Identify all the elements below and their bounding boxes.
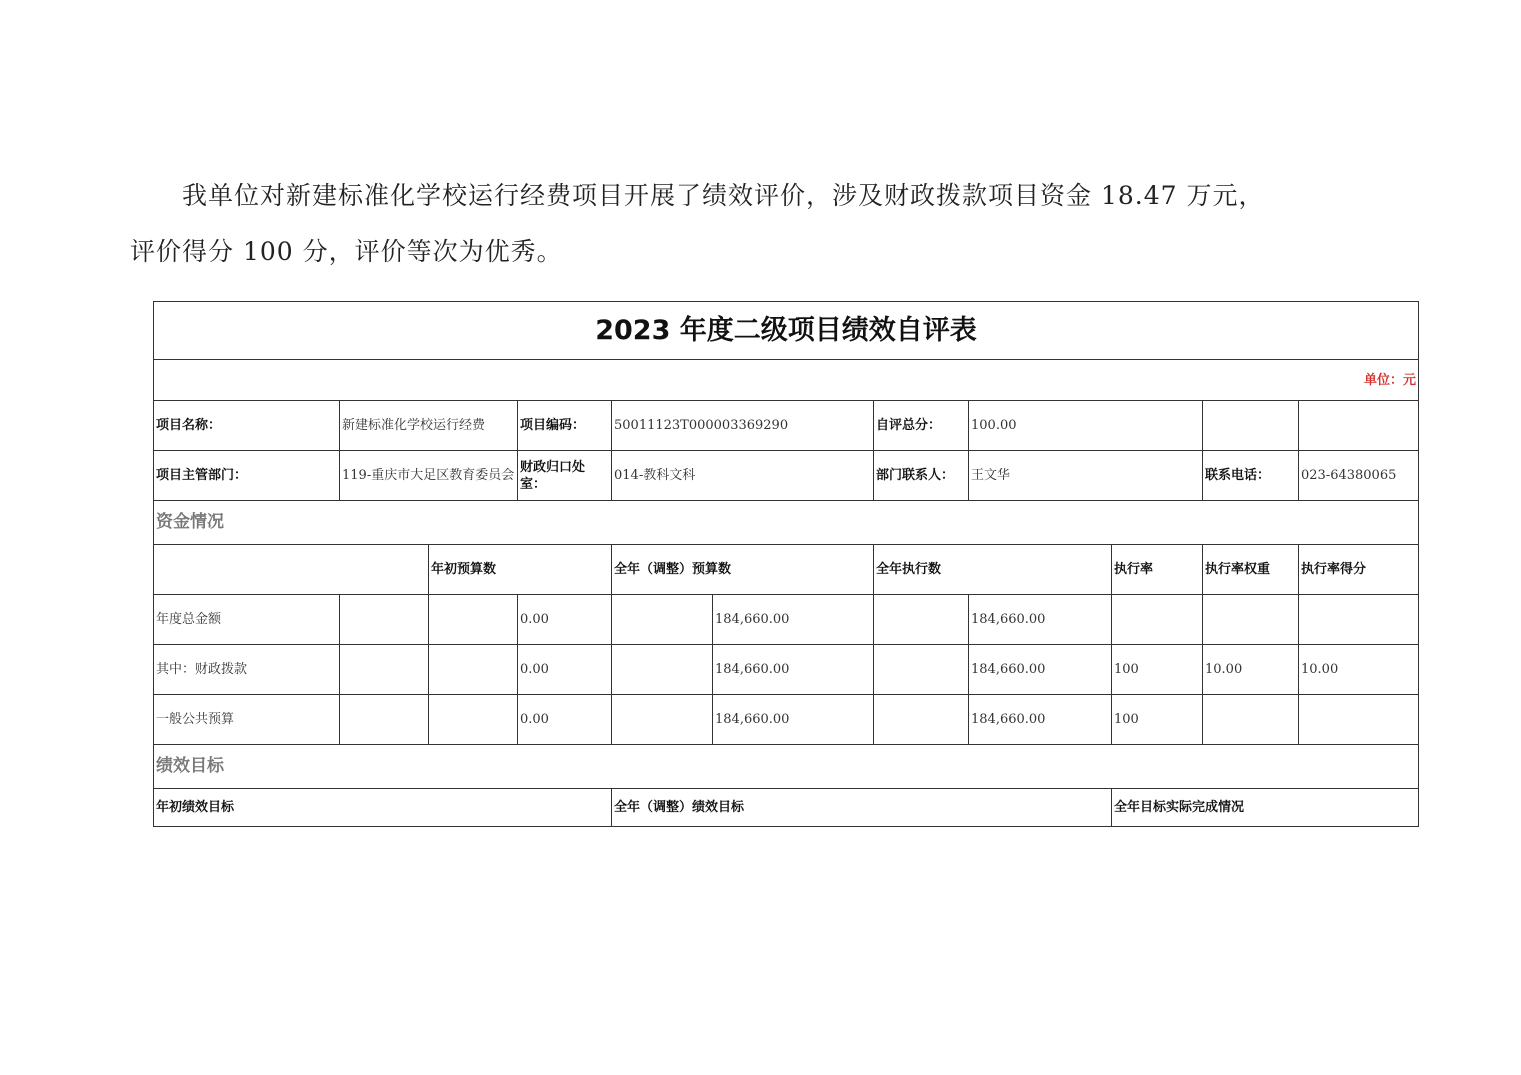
initial-budget-value: 0.00: [518, 645, 612, 695]
empty-cell: [1203, 401, 1299, 451]
initial-budget-header: 年初预算数: [429, 545, 612, 595]
exec-weight-value: [1203, 595, 1299, 645]
exec-weight-value: 10.00: [1203, 645, 1299, 695]
empty-cell: [874, 595, 969, 645]
exec-weight-header: 执行率权重: [1203, 545, 1299, 595]
initial-goal-header: 年初绩效目标: [154, 789, 612, 827]
project-name-label: 项目名称：: [154, 401, 340, 451]
info-row-1: [154, 401, 1419, 451]
empty-cell: [429, 695, 518, 745]
empty-cell: [340, 595, 429, 645]
initial-budget-value: 0.00: [518, 695, 612, 745]
intro-line-1: 我单位对新建标准化学校运行经费项目开展了绩效评价，涉及财政拨款项目资金 18.47 万元，: [182, 181, 1265, 210]
empty-cell: [340, 645, 429, 695]
empty-cell: [429, 595, 518, 645]
row-label: 年度总金额: [154, 595, 340, 645]
table-title: 2023 年度二级项目绩效自评表: [154, 302, 1419, 360]
exec-rate-value: 100: [1112, 645, 1203, 695]
empty-header-cell: [154, 545, 429, 595]
exec-rate-value: [1112, 595, 1203, 645]
actual-completion-header: 全年目标实际完成情况: [1112, 789, 1419, 827]
exec-rate-value: 100: [1112, 695, 1203, 745]
table-row: [154, 695, 1419, 745]
initial-budget-value: 0.00: [518, 595, 612, 645]
contact-label: 部门联系人：: [874, 451, 969, 501]
phone-label: 联系电话：: [1203, 451, 1299, 501]
self-score-value: 100.00: [969, 401, 1203, 451]
executed-header: 全年执行数: [874, 545, 1112, 595]
exec-score-value: [1299, 695, 1419, 745]
unit-label: 单位：元: [154, 360, 1419, 401]
intro-line-2: 评价得分 100 分，评价等次为优秀。: [130, 237, 563, 266]
table-row: [154, 645, 1419, 695]
executed-value: 184,660.00: [969, 595, 1112, 645]
exec-weight-value: [1203, 695, 1299, 745]
row-label: 一般公共预算: [154, 695, 340, 745]
executed-value: 184,660.00: [969, 645, 1112, 695]
project-name-value: 新建标准化学校运行经费: [340, 401, 518, 451]
goals-header-row: [154, 789, 1419, 827]
empty-cell: [874, 645, 969, 695]
empty-cell: [612, 595, 713, 645]
dept-value: 119-重庆市大足区教育委员会: [340, 451, 518, 501]
exec-score-value: [1299, 595, 1419, 645]
adjusted-budget-header: 全年（调整）预算数: [612, 545, 874, 595]
empty-cell: [340, 695, 429, 745]
project-code-label: 项目编码：: [518, 401, 612, 451]
empty-cell: [612, 695, 713, 745]
funds-header-row: [154, 545, 1419, 595]
executed-value: 184,660.00: [969, 695, 1112, 745]
info-row-2: [154, 451, 1419, 501]
finance-office-value: 014-教科文科: [612, 451, 874, 501]
empty-cell: [429, 645, 518, 695]
performance-evaluation-table: [153, 301, 1419, 827]
contact-value: 王文华: [969, 451, 1203, 501]
finance-office-label: 财政归口处室：: [518, 451, 612, 501]
phone-value: 023-64380065: [1299, 451, 1419, 501]
empty-cell: [612, 645, 713, 695]
dept-label: 项目主管部门：: [154, 451, 340, 501]
exec-score-header: 执行率得分: [1299, 545, 1419, 595]
goals-section-title: 绩效目标: [154, 745, 1419, 789]
table-row: [154, 595, 1419, 645]
adjusted-budget-value: 184,660.00: [713, 695, 874, 745]
exec-rate-header: 执行率: [1112, 545, 1203, 595]
adjusted-budget-value: 184,660.00: [713, 645, 874, 695]
intro-paragraph: [130, 168, 1390, 280]
empty-cell: [1299, 401, 1419, 451]
exec-score-value: 10.00: [1299, 645, 1419, 695]
funds-section-title: 资金情况: [154, 501, 1419, 545]
adjusted-goal-header: 全年（调整）绩效目标: [612, 789, 1112, 827]
project-code-value: 50011123T000003369290: [612, 401, 874, 451]
self-score-label: 自评总分：: [874, 401, 969, 451]
row-label: 其中：财政拨款: [154, 645, 340, 695]
adjusted-budget-value: 184,660.00: [713, 595, 874, 645]
empty-cell: [874, 695, 969, 745]
